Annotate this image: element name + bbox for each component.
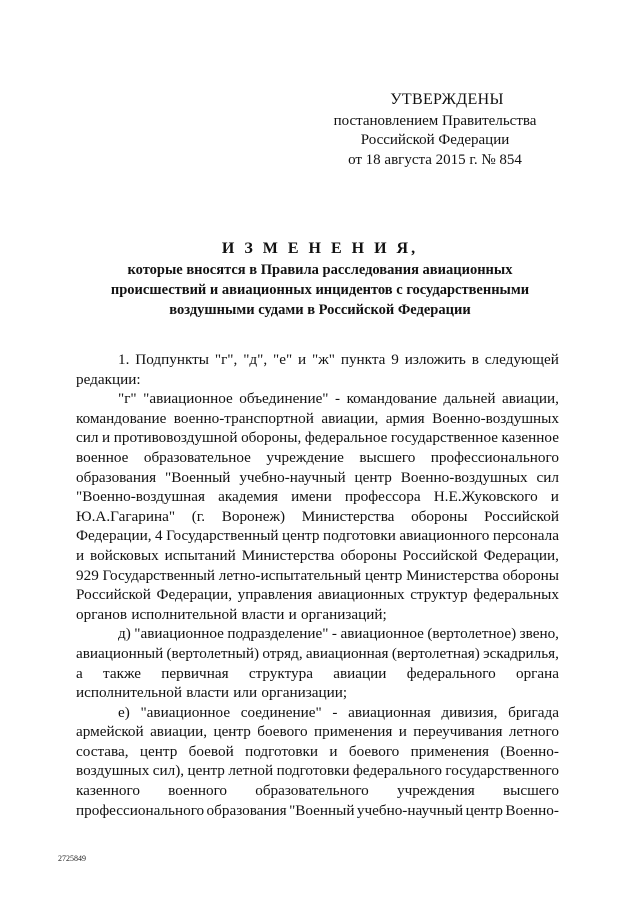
title-subtitle-line: происшествий и авиационных инцидентов с государственными (110, 282, 530, 298)
body-line: профессионального образования "Военный учебно-научный центр Военно- (76, 801, 559, 819)
approval-title: УТВЕРЖДЕНЫ (390, 91, 504, 108)
document-number: 2725849 (58, 854, 86, 863)
body-line: д) "авиационное подразделение" - авиационное (вертолетное) звено, (118, 625, 559, 643)
body-line: "г" "авиационное объединение" - командование дальней авиации, (118, 390, 559, 408)
body-line: редакции: (76, 370, 141, 388)
document-body (76, 350, 559, 820)
title-subtitle-line: которые вносятся в Правила расследования авиационных (127, 262, 513, 278)
title-subtitle-line: воздушными судами в Российской Федерации (169, 302, 471, 318)
body-line: воздушных сил), центр летной подготовки федерального государственного (76, 762, 559, 780)
body-line: военное образовательное учреждение высшего профессионального (76, 448, 559, 466)
body-line: органов исполнительной власти и организаций; (76, 605, 387, 623)
approval-line: постановлением Правительства (333, 112, 537, 129)
body-line: 929 Государственный летно-испытательный центр Министерства обороны (76, 566, 559, 584)
body-line: а также первичная структура авиации федерального органа (76, 664, 559, 682)
body-line: Федерации, 4 Государственный центр подготовки авиационного персонала (76, 527, 559, 545)
body-line: и войсковых испытаний Министерства обороны Российской Федерации, (76, 546, 559, 564)
body-line: армейской авиации, центр боевого применения и переучивания летного (76, 723, 559, 741)
title-heading: И З М Е Н Е Н И Я, (221, 240, 419, 257)
body-line: образования "Военный учебно-научный центр Военно-воздушных сил (76, 468, 559, 486)
approval-block (330, 90, 540, 170)
approval-line: Российской Федерации (360, 132, 510, 148)
body-line: Ю.А.Гагарина" (г. Воронеж) Министерства обороны Российской (76, 507, 559, 525)
approval-line: от 18 августа 2015 г. № 854 (348, 151, 522, 168)
body-line: е) "авиационное соединение" - авиационная дивизия, бригада (118, 703, 559, 721)
body-line: сил и противовоздушной обороны, федеральное государственное казенное (76, 429, 559, 447)
body-line: командование военно-транспортной авиации, армия Военно-воздушных (76, 409, 559, 427)
body-line: исполнительной власти или организации; (76, 684, 348, 702)
body-line: состава, центр боевой подготовки и боевого применения (Военно- (76, 742, 559, 760)
body-line: "Военно-воздушная академия имени профессора Н.Е.Жуковского и (76, 488, 559, 506)
body-line: 1. Подпункты "г", "д", "е" и "ж" пункта 9 изложить в следующей (118, 351, 559, 368)
body-line: авиационный (вертолетный) отряд, авиационная (вертолетная) эскадрилья, (76, 644, 559, 662)
document-title (60, 238, 580, 320)
body-line: Российской Федерации, управления авиационных структур федеральных (76, 586, 559, 604)
body-line: казенного военного образовательного учреждения высшего (76, 782, 559, 800)
